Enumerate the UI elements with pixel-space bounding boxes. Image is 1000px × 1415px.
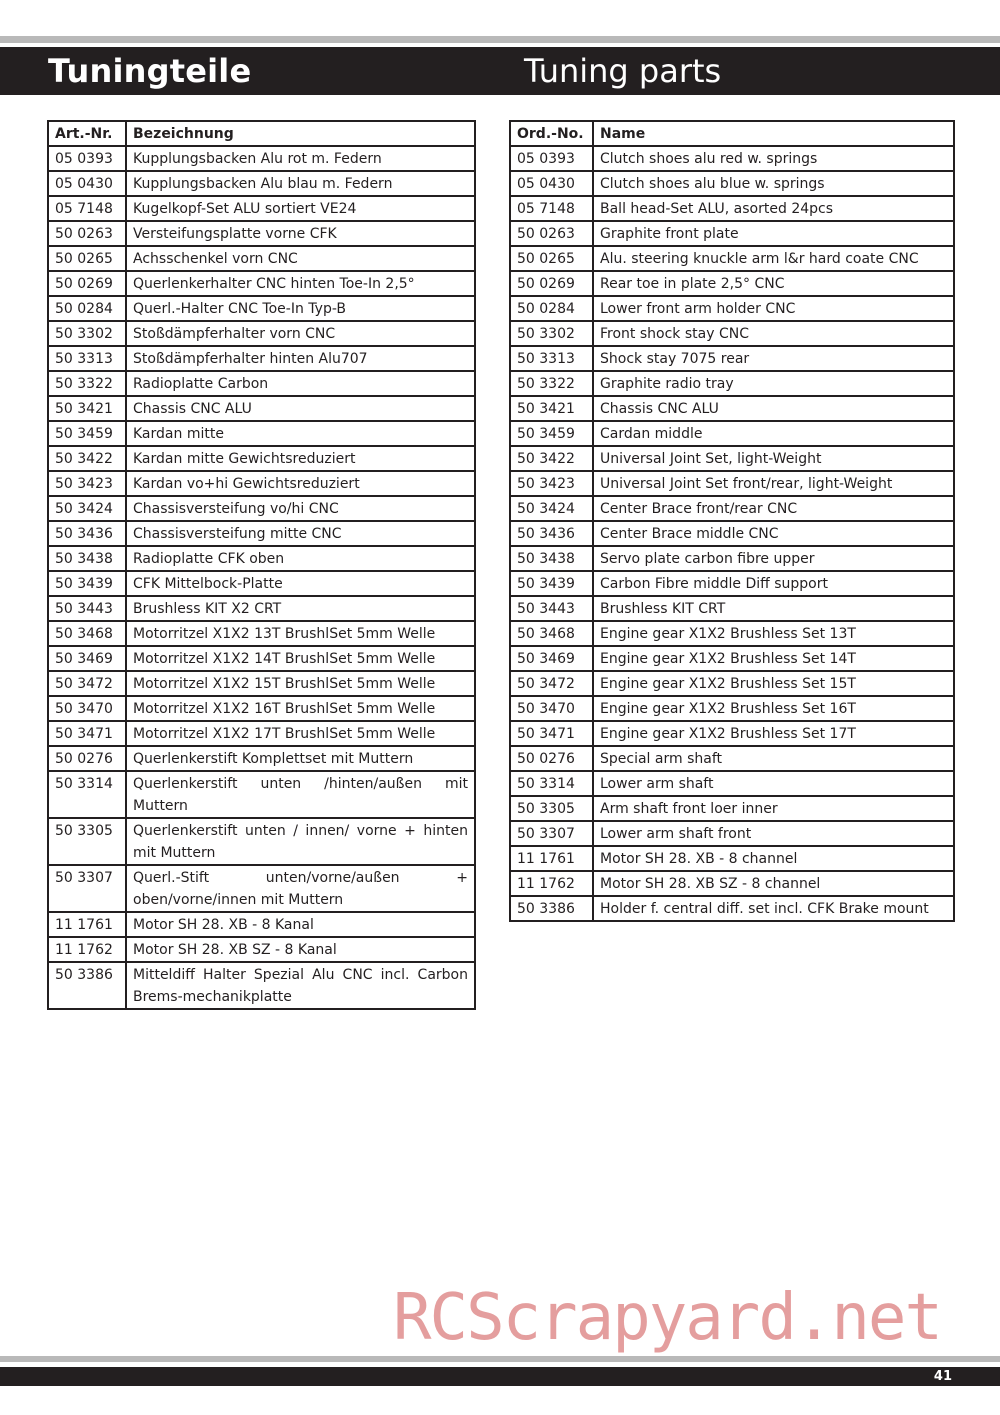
article-number-cell: 50 3422 <box>510 446 593 471</box>
description-cell: Motor SH 28. XB - 8 channel <box>593 846 954 871</box>
table-row <box>510 146 954 171</box>
description-cell: Front shock stay CNC <box>593 321 954 346</box>
column-header-order-no: Ord.-No. <box>510 121 593 146</box>
table-row <box>48 646 475 671</box>
description-cell: Querl.-Halter CNC Toe-In Typ-B <box>126 296 475 321</box>
article-number-cell: 50 3438 <box>48 546 126 571</box>
description-cell: Clutch shoes alu red w. springs <box>593 146 954 171</box>
table-row <box>510 346 954 371</box>
article-number-cell: 05 7148 <box>510 196 593 221</box>
table-row <box>48 521 475 546</box>
parts-table-de-body <box>48 146 475 1009</box>
article-number-cell: 11 1761 <box>510 846 593 871</box>
article-number-cell: 50 3314 <box>510 771 593 796</box>
article-number-cell: 50 3421 <box>48 396 126 421</box>
article-number-cell: 05 0430 <box>48 171 126 196</box>
article-number-cell: 50 3468 <box>48 621 126 646</box>
article-number-cell: 50 3459 <box>48 421 126 446</box>
article-number-cell: 50 0269 <box>510 271 593 296</box>
table-row <box>510 596 954 621</box>
table-row <box>510 271 954 296</box>
article-number-cell: 50 3469 <box>48 646 126 671</box>
description-cell: Kardan mitte <box>126 421 475 446</box>
article-number-cell: 50 3471 <box>510 721 593 746</box>
table-row <box>510 621 954 646</box>
article-number-cell: 50 3322 <box>510 371 593 396</box>
article-number-cell: 50 3422 <box>48 446 126 471</box>
table-row <box>510 496 954 521</box>
table-row <box>510 796 954 821</box>
parts-table-de <box>47 120 476 1010</box>
table-row <box>510 246 954 271</box>
article-number-cell: 50 0265 <box>48 246 126 271</box>
description-cell: Chassisversteifung vo/hi CNC <box>126 496 475 521</box>
table-row <box>510 696 954 721</box>
table-row <box>48 771 475 818</box>
table-row <box>510 671 954 696</box>
article-number-cell: 50 0284 <box>48 296 126 321</box>
table-row <box>48 621 475 646</box>
article-number-cell: 50 3436 <box>48 521 126 546</box>
table-row <box>48 446 475 471</box>
description-cell: Radioplatte Carbon <box>126 371 475 396</box>
article-number-cell: 50 3302 <box>510 321 593 346</box>
article-number-cell: 50 3322 <box>48 371 126 396</box>
table-row <box>48 818 475 865</box>
article-number-cell: 50 0265 <box>510 246 593 271</box>
description-cell: Special arm shaft <box>593 746 954 771</box>
table-row <box>510 871 954 896</box>
description-cell: Querlenkerstift Komplettset mit Muttern <box>126 746 475 771</box>
table-row <box>48 171 475 196</box>
article-number-cell: 05 0430 <box>510 171 593 196</box>
table-row <box>510 446 954 471</box>
table-row <box>48 721 475 746</box>
table-row <box>510 296 954 321</box>
description-cell: Motorritzel X1X2 16T BrushlSet 5mm Welle <box>126 696 475 721</box>
table-row <box>48 496 475 521</box>
article-number-cell: 50 3302 <box>48 321 126 346</box>
description-cell: Motor SH 28. XB - 8 Kanal <box>126 912 475 937</box>
description-cell: Motorritzel X1X2 13T BrushlSet 5mm Welle <box>126 621 475 646</box>
description-cell: Cardan middle <box>593 421 954 446</box>
table-row <box>510 821 954 846</box>
table-row <box>48 271 475 296</box>
article-number-cell: 50 3470 <box>48 696 126 721</box>
article-number-cell: 50 3439 <box>510 571 593 596</box>
description-cell: Querlenkerstift unten / innen/ vorne + hinten mit Muttern <box>126 818 475 865</box>
description-cell: Graphite radio tray <box>593 371 954 396</box>
description-cell: Engine gear X1X2 Brushless Set 14T <box>593 646 954 671</box>
article-number-cell: 05 0393 <box>48 146 126 171</box>
table-row <box>510 421 954 446</box>
article-number-cell: 50 0284 <box>510 296 593 321</box>
column-header-name: Name <box>593 121 954 146</box>
description-cell: Center Brace front/rear CNC <box>593 496 954 521</box>
article-number-cell: 50 0263 <box>48 221 126 246</box>
description-cell: Brushless KIT X2 CRT <box>126 596 475 621</box>
footer-bar <box>0 1367 1000 1386</box>
description-cell: Engine gear X1X2 Brushless Set 13T <box>593 621 954 646</box>
table-row <box>48 296 475 321</box>
article-number-cell: 50 3314 <box>48 771 126 818</box>
description-cell: Chassisversteifung mitte CNC <box>126 521 475 546</box>
article-number-cell: 50 0276 <box>48 746 126 771</box>
article-number-cell: 50 0276 <box>510 746 593 771</box>
table-row <box>510 371 954 396</box>
article-number-cell: 11 1761 <box>48 912 126 937</box>
article-number-cell: 50 3459 <box>510 421 593 446</box>
description-cell: Arm shaft front loer inner <box>593 796 954 821</box>
table-row <box>48 696 475 721</box>
article-number-cell: 50 3386 <box>510 896 593 921</box>
table-row <box>510 646 954 671</box>
description-cell: Universal Joint Set front/rear, light-Weight <box>593 471 954 496</box>
article-number-cell: 50 3305 <box>48 818 126 865</box>
description-cell: Chassis CNC ALU <box>126 396 475 421</box>
description-cell: Querl.-Stift unten/vorne/außen + oben/vorne/innen mit Muttern <box>126 865 475 912</box>
table-header-row <box>48 121 475 146</box>
table-row <box>48 571 475 596</box>
article-number-cell: 50 3423 <box>48 471 126 496</box>
article-number-cell: 50 0263 <box>510 221 593 246</box>
article-number-cell: 50 3469 <box>510 646 593 671</box>
description-cell: Stoßdämpferhalter hinten Alu707 <box>126 346 475 371</box>
table-row <box>48 321 475 346</box>
parts-table-en-body <box>510 146 954 921</box>
page-title-de: Tuningteile <box>48 52 252 90</box>
column-header-description: Bezeichnung <box>126 121 475 146</box>
table-row <box>48 746 475 771</box>
description-cell: Engine gear X1X2 Brushless Set 15T <box>593 671 954 696</box>
article-number-cell: 50 3424 <box>48 496 126 521</box>
column-header-article-no: Art.-Nr. <box>48 121 126 146</box>
article-number-cell: 50 3386 <box>48 962 126 1009</box>
description-cell: Motorritzel X1X2 15T BrushlSet 5mm Welle <box>126 671 475 696</box>
table-row <box>48 912 475 937</box>
article-number-cell: 50 3472 <box>48 671 126 696</box>
table-row <box>510 846 954 871</box>
table-row <box>510 171 954 196</box>
article-number-cell: 50 3424 <box>510 496 593 521</box>
table-row <box>48 396 475 421</box>
description-cell: Motorritzel X1X2 17T BrushlSet 5mm Welle <box>126 721 475 746</box>
description-cell: Kupplungsbacken Alu rot m. Federn <box>126 146 475 171</box>
article-number-cell: 50 3470 <box>510 696 593 721</box>
article-number-cell: 05 7148 <box>48 196 126 221</box>
article-number-cell: 50 3307 <box>48 865 126 912</box>
table-row <box>48 546 475 571</box>
table-row <box>510 396 954 421</box>
article-number-cell: 50 3436 <box>510 521 593 546</box>
description-cell: Alu. steering knuckle arm l&r hard coate CNC <box>593 246 954 271</box>
description-cell: Querlenkerstift unten /hinten/außen mit Muttern <box>126 771 475 818</box>
table-row <box>48 962 475 1009</box>
description-cell: Kardan mitte Gewichtsreduziert <box>126 446 475 471</box>
parts-table-en <box>509 120 955 922</box>
article-number-cell: 50 3423 <box>510 471 593 496</box>
table-row <box>48 865 475 912</box>
table-row <box>510 521 954 546</box>
description-cell: Lower front arm holder CNC <box>593 296 954 321</box>
article-number-cell: 50 3438 <box>510 546 593 571</box>
description-cell: Universal Joint Set, light-Weight <box>593 446 954 471</box>
description-cell: Shock stay 7075 rear <box>593 346 954 371</box>
table-row <box>510 721 954 746</box>
description-cell: Chassis CNC ALU <box>593 396 954 421</box>
table-header-row <box>510 121 954 146</box>
article-number-cell: 50 3443 <box>510 596 593 621</box>
table-row <box>48 421 475 446</box>
table-row <box>510 196 954 221</box>
article-number-cell: 50 3443 <box>48 596 126 621</box>
article-number-cell: 11 1762 <box>48 937 126 962</box>
description-cell: Querlenkerhalter CNC hinten Toe-In 2,5° <box>126 271 475 296</box>
article-number-cell: 50 3468 <box>510 621 593 646</box>
article-number-cell: 50 3439 <box>48 571 126 596</box>
table-row <box>48 246 475 271</box>
description-cell: Stoßdämpferhalter vorn CNC <box>126 321 475 346</box>
table-row <box>510 546 954 571</box>
table-row <box>510 896 954 921</box>
description-cell: Rear toe in plate 2,5° CNC <box>593 271 954 296</box>
description-cell: Kupplungsbacken Alu blau m. Federn <box>126 171 475 196</box>
table-row <box>510 471 954 496</box>
table-row <box>48 671 475 696</box>
description-cell: Motor SH 28. XB SZ - 8 Kanal <box>126 937 475 962</box>
article-number-cell: 50 3305 <box>510 796 593 821</box>
description-cell: Ball head-Set ALU, asorted 24pcs <box>593 196 954 221</box>
top-rule <box>0 36 1000 43</box>
description-cell: Motorritzel X1X2 14T BrushlSet 5mm Welle <box>126 646 475 671</box>
description-cell: Motor SH 28. XB SZ - 8 channel <box>593 871 954 896</box>
description-cell: Kardan vo+hi Gewichtsreduziert <box>126 471 475 496</box>
description-cell: Lower arm shaft <box>593 771 954 796</box>
description-cell: Clutch shoes alu blue w. springs <box>593 171 954 196</box>
table-row <box>48 371 475 396</box>
article-number-cell: 50 3313 <box>510 346 593 371</box>
article-number-cell: 50 3421 <box>510 396 593 421</box>
page-number: 41 <box>933 1369 952 1384</box>
description-cell: Holder f. central diff. set incl. CFK Brake mount <box>593 896 954 921</box>
table-row <box>510 221 954 246</box>
article-number-cell: 50 3472 <box>510 671 593 696</box>
article-number-cell: 50 3471 <box>48 721 126 746</box>
table-row <box>510 571 954 596</box>
table-row <box>510 746 954 771</box>
table-row <box>510 771 954 796</box>
table-row <box>48 196 475 221</box>
article-number-cell: 50 0269 <box>48 271 126 296</box>
description-cell: Versteifungsplatte vorne CFK <box>126 221 475 246</box>
article-number-cell: 50 3307 <box>510 821 593 846</box>
description-cell: Lower arm shaft front <box>593 821 954 846</box>
description-cell: CFK Mittelbock-Platte <box>126 571 475 596</box>
description-cell: Graphite front plate <box>593 221 954 246</box>
article-number-cell: 05 0393 <box>510 146 593 171</box>
table-row <box>48 346 475 371</box>
description-cell: Engine gear X1X2 Brushless Set 16T <box>593 696 954 721</box>
table-row <box>510 321 954 346</box>
description-cell: Kugelkopf-Set ALU sortiert VE24 <box>126 196 475 221</box>
table-row <box>48 471 475 496</box>
article-number-cell: 50 3313 <box>48 346 126 371</box>
watermark: RCScrapyard.net <box>393 1281 941 1355</box>
description-cell: Servo plate carbon fibre upper <box>593 546 954 571</box>
bottom-rule <box>0 1356 1000 1362</box>
article-number-cell: 11 1762 <box>510 871 593 896</box>
description-cell: Achsschenkel vorn CNC <box>126 246 475 271</box>
description-cell: Engine gear X1X2 Brushless Set 17T <box>593 721 954 746</box>
description-cell: Carbon Fibre middle Diff support <box>593 571 954 596</box>
description-cell: Radioplatte CFK oben <box>126 546 475 571</box>
table-row <box>48 596 475 621</box>
table-row <box>48 146 475 171</box>
table-row <box>48 937 475 962</box>
description-cell: Mitteldiff Halter Spezial Alu CNC incl. Carbon Brems-mechanikplatte <box>126 962 475 1009</box>
table-row <box>48 221 475 246</box>
description-cell: Brushless KIT CRT <box>593 596 954 621</box>
page-title-en: Tuning parts <box>524 52 722 90</box>
description-cell: Center Brace middle CNC <box>593 521 954 546</box>
